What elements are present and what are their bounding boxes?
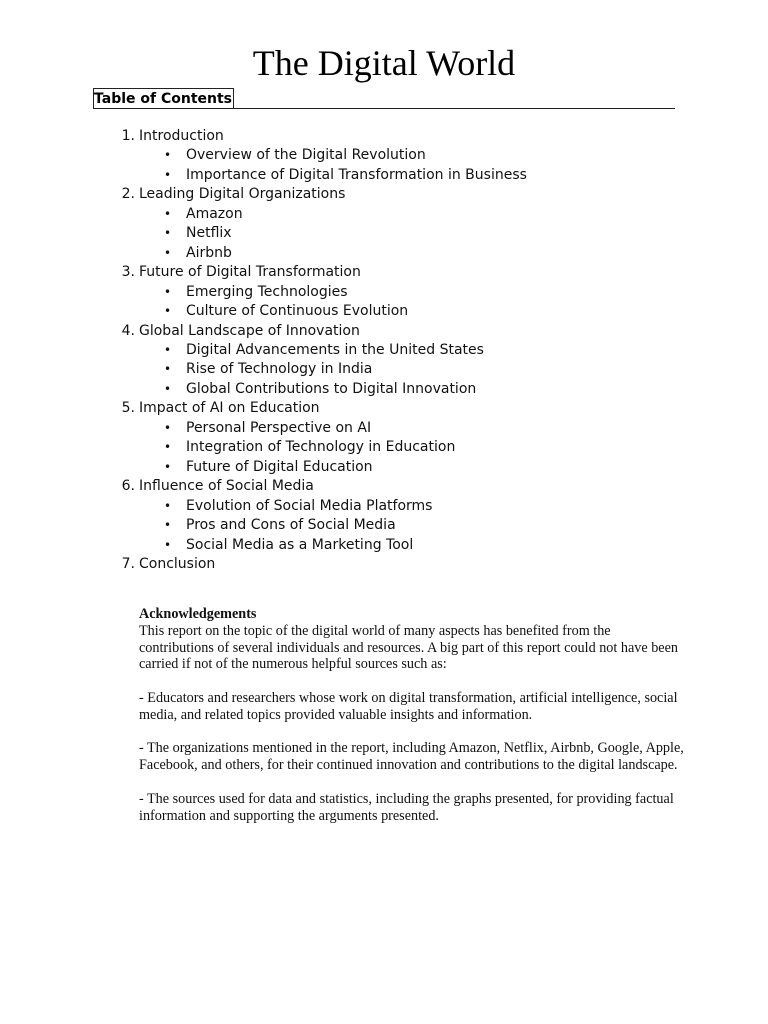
toc-subitem bbox=[139, 536, 700, 555]
toc-subitem-label: Social Media as a Marketing Tool bbox=[186, 536, 414, 553]
toc-subitem-label: Culture of Continuous Evolution bbox=[186, 303, 409, 320]
toc-subitem bbox=[139, 380, 700, 399]
toc-subitem-label: Netflix bbox=[186, 225, 232, 242]
toc-item-number: 2. bbox=[121, 186, 135, 203]
toc-subitem-label: Amazon bbox=[186, 205, 243, 222]
toc-item-number: 3. bbox=[121, 264, 135, 281]
document-title: The Digital World bbox=[252, 43, 516, 83]
acknowledgement-point: - The sources used for data and statistics, including the graphs presented, for providing factual information and supporting the arguments presented. bbox=[139, 790, 674, 824]
toc-item-label: Impact of AI on Education bbox=[139, 400, 320, 417]
toc-subitem bbox=[139, 419, 700, 438]
toc-subitem-label: Importance of Digital Transformation in Business bbox=[186, 166, 527, 183]
toc-subitem bbox=[139, 302, 700, 321]
toc-subitem-label: Overview of the Digital Revolution bbox=[186, 147, 426, 164]
toc-item-number: 4. bbox=[121, 322, 135, 339]
toc-item bbox=[0, 263, 700, 321]
toc-subitem-label: Pros and Cons of Social Media bbox=[186, 517, 396, 534]
toc-sublist bbox=[139, 497, 700, 555]
bullet-icon: • bbox=[164, 226, 172, 241]
toc-sublist bbox=[139, 341, 700, 399]
toc-subitem bbox=[139, 244, 700, 263]
bullet-icon: • bbox=[164, 148, 172, 163]
toc-item bbox=[0, 185, 700, 263]
toc-item-number: 1. bbox=[121, 128, 135, 144]
toc-subitem bbox=[139, 224, 700, 243]
bullet-icon: • bbox=[164, 537, 172, 552]
acknowledgements-section bbox=[139, 606, 684, 824]
toc-subitem-label: Airbnb bbox=[186, 244, 232, 261]
toc-item bbox=[0, 477, 700, 555]
toc-subitem-label: Evolution of Social Media Platforms bbox=[186, 497, 433, 514]
bullet-icon: • bbox=[164, 381, 172, 396]
toc-subitem bbox=[139, 458, 700, 477]
toc-subitem-label: Emerging Technologies bbox=[186, 283, 348, 300]
toc-item-label: Conclusion bbox=[139, 555, 216, 572]
toc-subitem-label: Rise of Technology in India bbox=[186, 361, 373, 378]
toc-sublist bbox=[139, 146, 700, 185]
toc-subitem bbox=[139, 516, 700, 535]
toc-subitem-label: Digital Advancements in the United States bbox=[186, 341, 484, 358]
toc-subitem bbox=[139, 166, 700, 185]
toc-item-number: 7. bbox=[121, 555, 135, 572]
toc-item-label: Introduction bbox=[139, 128, 224, 144]
bullet-icon: • bbox=[164, 459, 172, 474]
bullet-icon: • bbox=[164, 167, 172, 182]
toc-item bbox=[0, 322, 700, 400]
bullet-icon: • bbox=[164, 420, 172, 435]
toc-sublist bbox=[139, 419, 700, 477]
toc-divider bbox=[93, 108, 675, 109]
bullet-icon: • bbox=[164, 518, 172, 533]
toc-subitem bbox=[139, 205, 700, 224]
toc-sublist bbox=[139, 283, 700, 322]
toc-subitem bbox=[139, 438, 700, 457]
toc-item-label: Future of Digital Transformation bbox=[139, 264, 361, 281]
toc-item-label: Influence of Social Media bbox=[139, 478, 314, 495]
bullet-icon: • bbox=[164, 498, 172, 513]
bullet-icon: • bbox=[164, 284, 172, 299]
toc-item bbox=[0, 555, 700, 574]
table-of-contents bbox=[0, 127, 700, 574]
acknowledgement-point: - Educators and researchers whose work on digital transformation, artificial intelligence, social media, and related topics provided valuable insights and information. bbox=[139, 689, 678, 723]
bullet-icon: • bbox=[164, 245, 172, 260]
toc-subitem-label: Global Contributions to Digital Innovation bbox=[186, 380, 477, 397]
toc-item-label: Global Landscape of Innovation bbox=[139, 322, 360, 339]
toc-item-label: Leading Digital Organizations bbox=[139, 186, 346, 203]
bullet-icon: • bbox=[164, 362, 172, 377]
toc-subitem bbox=[139, 283, 700, 302]
toc-subitem-label: Integration of Technology in Education bbox=[186, 439, 456, 456]
toc-heading: Table of Contents bbox=[93, 88, 234, 109]
toc-item-number: 5. bbox=[121, 400, 135, 417]
toc-subitem bbox=[139, 497, 700, 516]
toc-subitem-label: Future of Digital Education bbox=[186, 458, 373, 475]
acknowledgements-intro: This report on the topic of the digital world of many aspects has benefited from the contributions of several individuals and resources. A big part of this report could not have been carried if not of the numerous helpful sources such as: bbox=[139, 622, 678, 673]
toc-subitem bbox=[139, 360, 700, 379]
acknowledgements-title: Acknowledgements bbox=[139, 606, 257, 622]
toc-item-number: 6. bbox=[121, 478, 135, 495]
toc-subitem bbox=[139, 146, 700, 165]
acknowledgement-point: - The organizations mentioned in the report, including Amazon, Netflix, Airbnb, Google, Apple, Facebook, and others, for their continued innovation and contributions to the digital landscape. bbox=[139, 740, 684, 774]
bullet-icon: • bbox=[164, 342, 172, 357]
bullet-icon: • bbox=[164, 440, 172, 455]
bullet-icon: • bbox=[164, 206, 172, 221]
toc-item bbox=[0, 127, 700, 185]
bullet-icon: • bbox=[164, 304, 172, 319]
toc-sublist bbox=[139, 205, 700, 263]
toc-subitem-label: Personal Perspective on AI bbox=[186, 419, 372, 436]
toc-subitem bbox=[139, 341, 700, 360]
toc-item bbox=[0, 399, 700, 477]
